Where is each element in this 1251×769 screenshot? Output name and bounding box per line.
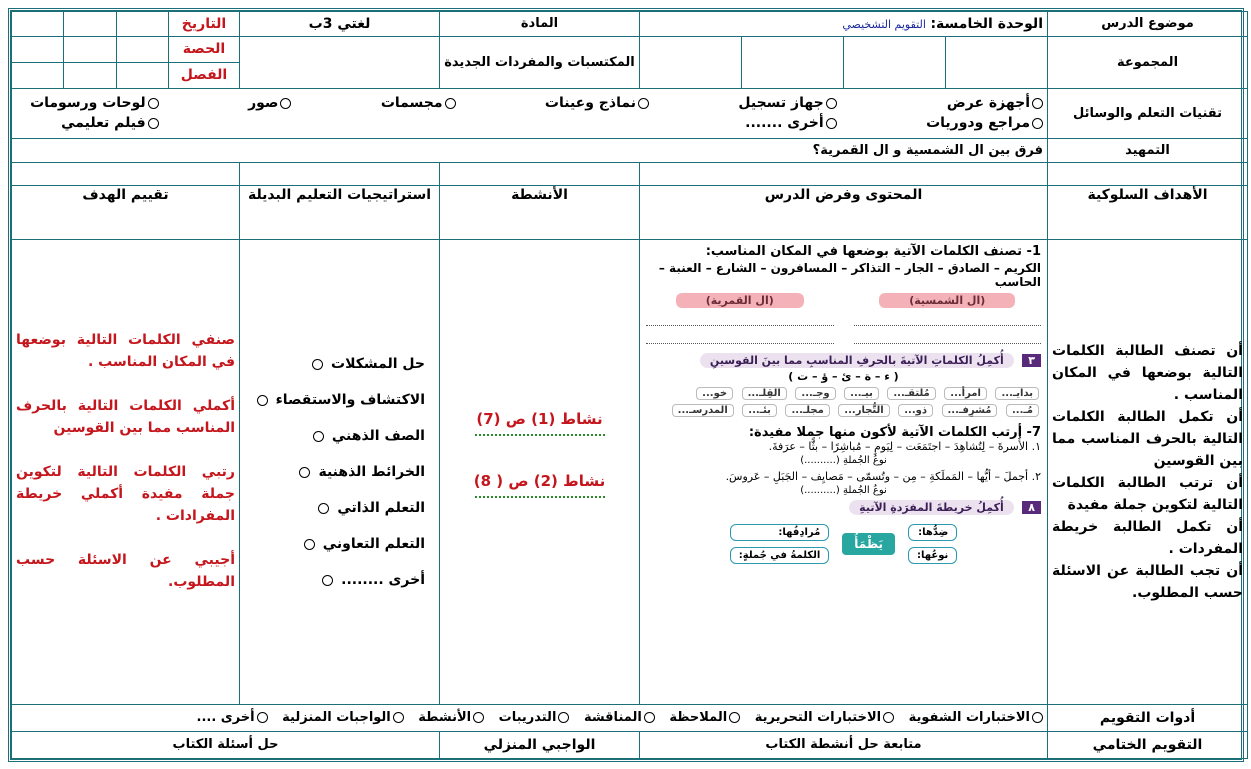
techniques-label: تقنيات التعلم والوسائل — [1048, 88, 1248, 138]
tech-option-5[interactable]: صور — [248, 95, 291, 111]
word-map-left — [727, 521, 833, 567]
tech-option-7[interactable]: فيلم تعليمي — [30, 115, 159, 131]
chip[interactable]: خو... — [696, 387, 733, 400]
techniques-row — [12, 88, 1248, 138]
tech-option-6[interactable]: لوحات ورسومات — [30, 95, 159, 111]
map-box[interactable]: مُرادِفُها: — [730, 524, 830, 541]
map-box[interactable]: الكلمةُ في جُملةٍ: — [730, 547, 830, 564]
header-row-1 — [12, 12, 1248, 37]
assessment-option[interactable]: الاختبارات الشفوية — [909, 710, 1043, 725]
tech-option-2[interactable]: جهاز تسجيل — [738, 95, 836, 111]
group-blank-2[interactable] — [843, 37, 945, 88]
radio-icon[interactable] — [445, 98, 456, 109]
date-cell — [12, 12, 240, 37]
group-blank-3[interactable] — [741, 37, 843, 88]
radio-icon[interactable] — [826, 118, 837, 129]
period-class-cell — [12, 36, 240, 88]
class-blank-3[interactable] — [12, 63, 63, 88]
sun-line-1[interactable] — [854, 311, 1042, 326]
objective-4: أن تكمل الطالبة خريطة المفردات . — [1052, 519, 1243, 558]
assessment-tools-label: أدوات التقويم — [1048, 705, 1248, 732]
spacer-cell-5 — [12, 163, 240, 186]
objectives-header: الأهداف السلوكية — [1048, 186, 1248, 240]
q7-line-1: ١. الأُسرةَ – لِتُشاهِدَ – اجتَمَعَت – لِيَومِ – مُباشِرًا – بثًّا – عرَفةَ. — [768, 440, 1041, 454]
ex8-title: أُكمِلُ خريطةَ المفرَدةِ الآتيةِ — [849, 500, 1014, 515]
group-blanks — [640, 36, 1048, 88]
final-row — [12, 731, 1248, 758]
group-blank-1[interactable] — [945, 37, 1047, 88]
class-blank-1[interactable] — [116, 63, 168, 88]
radio-icon[interactable] — [148, 118, 159, 129]
q1-words: الكريم – الصادق – الجار – التذاكر – المسافرون – الشارع – العنبة – الحاسب — [658, 261, 1041, 290]
subject-value-cell — [240, 12, 440, 37]
tech-option-4[interactable]: مجسمات — [381, 95, 456, 111]
spacer-cell-2 — [640, 163, 1048, 186]
exercise-3 — [646, 353, 1041, 419]
moon-table-header: (ال القمرية) — [676, 293, 804, 308]
period-blank-1[interactable] — [116, 37, 168, 62]
group-blank-4[interactable] — [640, 37, 741, 88]
tech-option-1[interactable]: أجهزة عرض — [926, 95, 1043, 111]
objective-1: أن تصنف الطالبة الكلمات التالية بوضعها في المكان المناسب . — [1052, 343, 1243, 404]
ex3-chips-row-1 — [646, 385, 1041, 402]
assessment-option[interactable]: أخرى .... — [197, 710, 268, 725]
subject-value: لغتي 3ب — [308, 15, 371, 32]
evaluation-cell — [12, 240, 240, 705]
strategy-item[interactable]: حل المشكلات — [254, 356, 425, 372]
spacer-row — [12, 163, 1248, 186]
radio-icon[interactable] — [1032, 118, 1043, 129]
assessment-option[interactable]: التدريبات — [499, 710, 570, 725]
moon-table — [646, 293, 834, 347]
assessment-option[interactable]: الأنشطة — [418, 710, 484, 725]
radio-icon[interactable] — [826, 98, 837, 109]
header-row-2 — [12, 36, 1248, 88]
activity-2: نشاط (2) ص ( 8) — [444, 472, 635, 498]
content-cell — [640, 240, 1048, 705]
period-blank-2[interactable] — [63, 37, 115, 62]
homework-label: الواجبي المنزلي — [440, 731, 640, 758]
exercise-8 — [646, 500, 1041, 515]
strategy-item[interactable]: الصف الذهني — [254, 428, 425, 444]
map-box[interactable]: نوعُها: — [908, 547, 957, 564]
strategies-header: استراتيجيات التعليم البديلة — [240, 186, 440, 240]
objective-2: أن تكمل الطالبة الكلمات التالية بالحرف المناسب مما بين القوسين — [1052, 409, 1243, 470]
assessment-tools-options — [12, 705, 1048, 732]
activities-cell — [440, 240, 640, 705]
chip[interactable]: امرأ... — [944, 387, 987, 400]
radio-icon[interactable] — [1032, 712, 1043, 723]
word-map-right — [905, 521, 960, 567]
radio-icon[interactable] — [312, 359, 323, 370]
chip[interactable]: بيـ... — [844, 387, 879, 400]
chip[interactable]: مجلـ... — [785, 404, 829, 417]
classify-tables — [646, 293, 1041, 347]
spacer-cell-4 — [240, 163, 440, 186]
strategy-item[interactable]: أخرى ........ — [254, 572, 425, 588]
unit-value: التقويم التشخيصي — [842, 17, 926, 31]
intro-row — [12, 138, 1248, 163]
objectives-cell — [1048, 240, 1248, 705]
activities-header: الأنشطة — [440, 186, 640, 240]
date-blank-3[interactable] — [12, 12, 63, 36]
class-label: الفصل — [168, 63, 239, 88]
assessment-option[interactable]: المناقشة — [584, 710, 655, 725]
chip[interactable]: المدرسـ... — [672, 404, 734, 417]
radio-icon[interactable] — [558, 712, 569, 723]
chip[interactable]: بئـ... — [742, 404, 777, 417]
map-center-word: يَظْمَأُ — [842, 533, 895, 555]
group-label: المجموعة — [1048, 36, 1248, 88]
evaluation-1: صنفي الكلمات التالية بوضعها في المكان المناسب . — [16, 332, 235, 371]
radio-icon[interactable] — [318, 503, 329, 514]
chip[interactable]: بدايـ... — [995, 387, 1039, 400]
evaluation-header: تقييم الهدف — [12, 186, 240, 240]
radio-icon[interactable] — [257, 712, 268, 723]
moon-line-1[interactable] — [646, 311, 834, 326]
radio-icon[interactable] — [393, 712, 404, 723]
radio-icon[interactable] — [638, 98, 649, 109]
assessment-option[interactable]: الملاحظة — [669, 710, 740, 725]
evaluation-3: رتبي الكلمات التالية لتكوين جملة مفيدة أكملي خريطة المفرادات . — [16, 464, 235, 525]
dotted-line — [475, 434, 605, 436]
chip[interactable]: ذو... — [898, 404, 933, 417]
sun-table-header: (ال الشمسية) — [879, 293, 1015, 308]
date-label: التاريخ — [168, 12, 239, 36]
unit-cell — [640, 12, 1048, 37]
activity-1: نشاط (1) ص (7) — [444, 410, 635, 436]
ex8-number: ٨ — [1022, 501, 1041, 514]
assessment-option[interactable]: الاختبارات التحريرية — [755, 710, 894, 725]
ex3-chips-row-2 — [646, 402, 1041, 419]
radio-icon[interactable] — [280, 98, 291, 109]
ex3-title: أُكمِلُ الكلماتِ الآتيةَ بالحرفِ المناسبِ مما بينَ القوسينِ — [700, 353, 1014, 368]
chip[interactable]: مُـ... — [1006, 404, 1039, 417]
radio-icon[interactable] — [304, 539, 315, 550]
intro-text: فرق بين ال الشمسية و ال القمرية؟ — [12, 138, 1048, 163]
map-box[interactable]: ضِدُّها: — [908, 524, 957, 541]
evaluation-2: أكملي الكلمات التالية بالحرف المناسب مما بين القوسين — [16, 398, 235, 437]
period-blank-3[interactable] — [12, 37, 63, 62]
radio-icon[interactable] — [729, 712, 740, 723]
period-label: الحصة — [168, 37, 239, 62]
content-header: المحتوى وفرض الدرس — [640, 186, 1048, 240]
sun-line-2[interactable] — [854, 329, 1042, 344]
strategy-item[interactable]: الاكتشاف والاستقصاء — [254, 392, 425, 408]
q7-type-2[interactable]: نوعُ الجُملةِ (..........) — [800, 485, 887, 497]
tech-option-8[interactable]: مراجع ودوريات — [926, 115, 1043, 131]
acquisitions-value[interactable] — [240, 36, 440, 88]
assessment-tools-row — [12, 705, 1248, 732]
spacer-cell-3 — [440, 163, 640, 186]
evaluation-4: أجيبي عن الاسئلة حسب المطلوب. — [16, 552, 235, 591]
chip[interactable]: مُلتقـ... — [887, 387, 935, 400]
chip[interactable]: وجـ... — [795, 387, 835, 400]
radio-icon[interactable] — [1032, 98, 1043, 109]
moon-line-2[interactable] — [646, 329, 834, 344]
radio-icon[interactable] — [473, 712, 484, 723]
ex3-number: ٣ — [1022, 354, 1041, 367]
word-map — [646, 521, 1041, 567]
subject-label: المادة — [440, 12, 640, 37]
body-row — [12, 240, 1248, 705]
intro-label: التمهيد — [1048, 138, 1248, 163]
q7-title: 7- أرتب الكلمات الآتية لأكون منها جملا مفيدة: — [748, 425, 1041, 441]
column-header-row — [12, 186, 1248, 240]
techniques-options — [12, 88, 1048, 138]
radio-icon[interactable] — [257, 395, 268, 406]
q7-type-1[interactable]: نوعُ الجُملةِ (..........) — [800, 455, 887, 467]
tech-option-3[interactable]: نماذج وعينات — [545, 95, 649, 111]
radio-icon[interactable] — [322, 575, 333, 586]
lesson-plan-page — [8, 8, 1244, 762]
lesson-plan-table — [11, 11, 1248, 759]
assessment-option[interactable]: الواجبات المنزلية — [282, 710, 404, 725]
topic-label: موضوع الدرس — [1048, 12, 1248, 37]
radio-icon[interactable] — [313, 431, 324, 442]
objective-5: أن تجب الطالبة عن الاسئلة حسب المطلوب. — [1052, 563, 1243, 602]
chip[interactable]: التُّجار... — [838, 404, 889, 417]
sun-table — [854, 293, 1042, 347]
final-follow-up: متابعة حل أنشطة الكتاب — [640, 731, 1048, 758]
final-label: التقويم الختامي — [1048, 731, 1248, 758]
chip[interactable]: القِلـ... — [742, 387, 787, 400]
tech-option-9[interactable]: أخرى ....... — [738, 115, 836, 131]
q1-title: 1- تصنف الكلمات الآتية بوضعها في المكان المناسب: — [705, 244, 1041, 260]
objective-3: أن ترتب الطالبة الكلمات التالية لتكوين جملة مفيدة — [1052, 475, 1243, 514]
acquisitions-label: المكتسبات والمفردات الجديدة — [440, 36, 640, 88]
radio-icon[interactable] — [644, 712, 655, 723]
strategy-item[interactable]: الخرائط الذهنية — [254, 464, 425, 480]
class-blank-2[interactable] — [63, 63, 115, 88]
date-blank-2[interactable] — [63, 12, 115, 36]
strategy-item[interactable]: التعلم الذاتي — [254, 500, 425, 516]
spacer-cell-1 — [1048, 163, 1248, 186]
date-blank-1[interactable] — [116, 12, 168, 36]
homework-value: حل أسئلة الكتاب — [12, 731, 440, 758]
strategy-item[interactable]: التعلم التعاوني — [254, 536, 425, 552]
radio-icon[interactable] — [148, 98, 159, 109]
ex3-letters: ( ء – ة – ئ – ؤ – ت ) — [788, 370, 899, 384]
strategies-cell — [240, 240, 440, 705]
radio-icon[interactable] — [299, 467, 310, 478]
unit-label: الوحدة الخامسة: — [930, 15, 1043, 32]
radio-icon[interactable] — [883, 712, 894, 723]
q7-line-2: ٢. أجملَ – أيُّها – المَملَكةِ – مِن – وتُسمّى – مَصايِف – الجَبَلِ – عَروسَ. — [725, 470, 1041, 484]
dotted-line — [475, 496, 605, 498]
chip[interactable]: مُشرِفـ... — [942, 404, 998, 417]
